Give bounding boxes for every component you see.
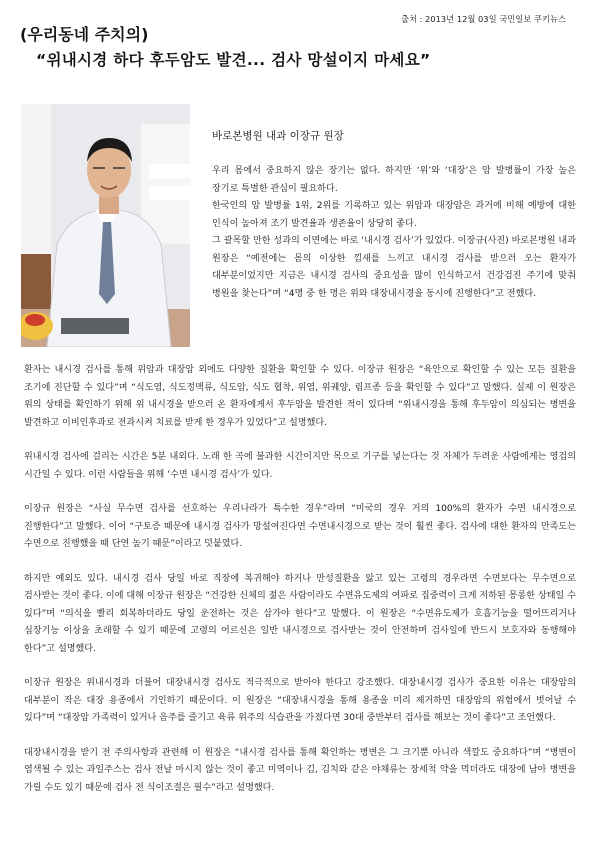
- body-paragraph: 위내시경 검사에 걸리는 시간은 5분 내외다. 노래 한 곡에 불과한 시간이지만 목으로 기구를 넣는다는 것 자체가 두려운 사람에게는 영겁의 시간일 수 있다. 이런 사람들을 위해 ‘수면 내시경 검사’가 있다.: [24, 452, 576, 480]
- source-line: 출처 : 2013년 12월 03일 국민일보 쿠키뉴스: [400, 14, 566, 24]
- intro-paragraph: 한국인의 암 발병률 1위, 2위를 기록하고 있는 위암과 대장암은 과거에 비해 예방에 대한 인식이 높아져 조기 발견율과 생존율이 상당히 좋다.: [212, 201, 576, 229]
- body-paragraph: 이장규 원장은 “사실 무수면 검사를 선호하는 우리나라가 특수한 경우”라며 “미국의 경우 거의 100%의 환자가 수면 내시경으로 진행한다”고 말했다. 이어 “구토증 때문에 내시경 검사가 망설여진다면 수면내시경으로 받는 것이 훨씬 좋다. 검사에 대한 환자의 만족도는 수면으로 진행했을 때 단연 높기 때문”이라고 덧붙였다.: [24, 504, 576, 549]
- body-paragraph: 대장내시경을 받기 전 주의사항과 관련해 이 원장은 “내시경 검사를 통해 확인하는 병변은 그 크기뿐 아니라 색깔도 중요하다”며 “병변이 염색될 수 있는 과일주스는 검사 전날 마시지 않는 것이 좋고 미역이나 김, 김치와 같은 야채류는 장세척 약을 먹더라도 대장에 남아 병변을 가릴 수도 있기 때문에 검사 전 식이조절은 필수”라고 설명했다.: [24, 747, 576, 793]
- intro-paragraph: 그 괄목할 만한 성과의 이면에는 바로 ‘내시경 검사’가 있었다. 이장규(사진) 바로본병원 내과 원장은 “예전에는 몸의 이상한 낌새를 느끼고 내시경 검사를 받으러 오는 환자가 대부분이었지만 지금은 내시경 검사의 중요성을 많이 인식하고서 건강검진 주기에 맞춰 병원을 찾는다”며 “4명 중 한 명은 위와 대장내시경을 동시에 진행한다”고 전했다.: [212, 236, 576, 299]
- intro-paragraph: 우리 몸에서 중요하지 않은 장기는 없다. 하지만 ‘위’와 ‘대장’은 암 발병률이 가장 높은 장기로 특별한 관심이 필요하다.: [212, 166, 576, 194]
- intro-column: [212, 163, 576, 303]
- byline: 바로본병원 내과 이장규 원장: [212, 130, 344, 142]
- body-paragraph: 하지만 예외도 있다. 내시경 검사 당일 바로 직장에 복귀해야 하거나 만성질환을 앓고 있는 고령의 경우라면 수면보다는 무수면으로 검사받는 것이 좋다. 이에 대해 이장규 원장은 “건강한 신체의 젊은 사람이라도 수면유도제의 여파로 집중력이 크게 저하된 몽롱한 상태일 수 있다”며 “의식을 빨리 회복하더라도 당일 운전하는 것은 삼가야 한다”고 말했다. 이 원장은 “수면유도제가 호흡기능을 떨어뜨리거나 심장기능 이상을 초래할 수 있기 때문에 고령의 어르신은 일반 내시경으로 검사받는 것이 안전하며 검사일에 반드시 보호자와 동행해야 한다”고 설명했다.: [24, 573, 576, 654]
- article-body: [24, 362, 576, 814]
- body-paragraph: 이장규 원장은 위내시경과 더불어 대장내시경 검사도 적극적으로 받아야 한다고 강조했다. 대장내시경 검사가 중요한 이유는 대장암의 대부분이 작은 대장 용종에서 기인하기 때문이다. 이 원장은 “대장내시경을 통해 용종을 미리 제거하면 대장암의 위험에서 벗어날 수 있다”며 “대장암 가족력이 있거나 음주를 즐기고 육류 위주의 식습관을 가졌다면 30대 중반부터 검사를 해보는 것이 좋다”고 조언했다.: [24, 678, 576, 723]
- headline: “위내시경 하다 후두암도 발견... 검사 망설이지 마세요”: [36, 51, 431, 69]
- doctor-photo: [21, 104, 190, 347]
- body-paragraph: 환자는 내시경 검사를 통해 위암과 대장암 외에도 다양한 질환을 확인할 수 있다. 이장규 원장은 “육안으로 확인할 수 있는 모든 질환을 조기에 진단할 수 있다”며 “식도염, 식도정맥류, 식도암, 식도 협착, 위염, 위궤양, 림프종 등을 확인할 수 있다”고 말했다. 실제 이 원장은 위의 상태를 확인하기 위해 위 내시경을 받으러 온 환자에게서 후두암을 발견한 적이 있다며 “위내시경을 통해 후두암이 의심되는 병변을 발견하고 이비인후과로 전과시켜 치료를 받게 한 경우가 있었다”고 설명했다.: [24, 365, 576, 428]
- column-tag: (우리동네 주치의): [20, 25, 149, 44]
